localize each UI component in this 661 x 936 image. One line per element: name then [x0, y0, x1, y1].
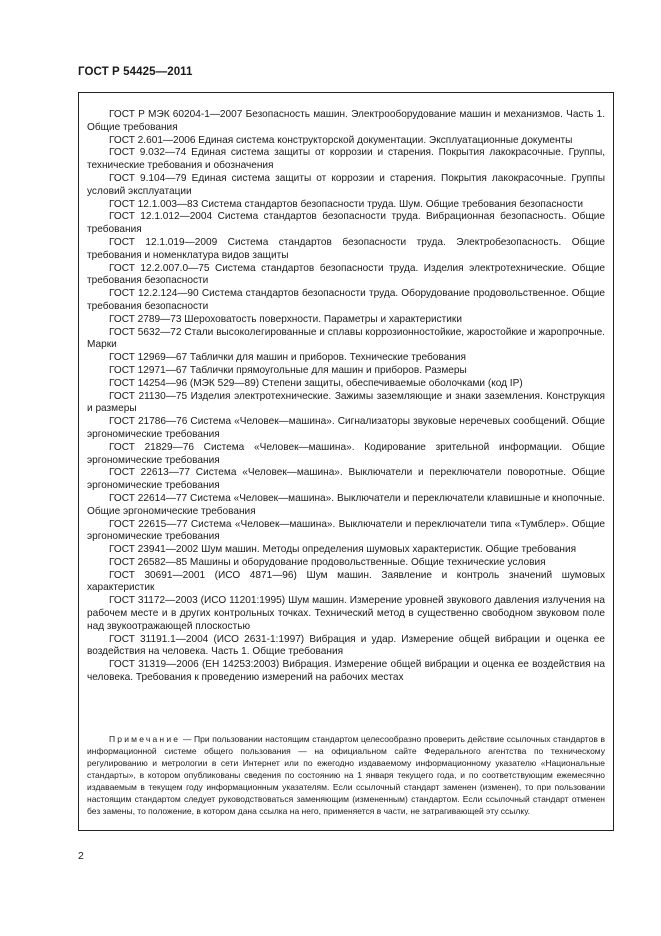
reference-item: ГОСТ 2789—73 Шероховатость поверхности. Параметры и характеристики [109, 313, 462, 325]
note-label: Примечание [109, 734, 181, 744]
reference-item: ГОСТ 12.1.019—2009 Система стандартов безопасности труда. Электробезопасность. Общие требования и номенклатура видов защиты [87, 236, 605, 261]
reference-item: ГОСТ 12.2.124—90 Система стандартов безопасности труда. Оборудование продовольственное. Общие требования безопасности [87, 288, 605, 312]
reference-item: ГОСТ 26582—85 Машины и оборудование продовольственные. Общие технические условия [109, 556, 546, 568]
reference-item: ГОСТ 21786—76 Система «Человек—машина». Сигнализаторы звуковые неречевых сообщений. Общие эргономические требования [87, 416, 605, 440]
reference-item: ГОСТ 12.1.012—2004 Система стандартов безопасности труда. Вибрационная безопасность. Общие требования [87, 211, 605, 236]
reference-item: ГОСТ 21829—76 Система «Человек—машина». Кодирование зрительной информации. Общие эргономические требования [87, 441, 605, 466]
reference-item: ГОСТ 12969—67 Таблички для машин и приборов. Технические требования [109, 352, 466, 364]
reference-item: ГОСТ 31191.1—2004 (ИСО 2631-1:1997) Вибрация и удар. Измерение общей вибрации и оценка ее воздействия на человека. Часть 1. Общие требования [87, 633, 605, 658]
reference-item: ГОСТ 12.2.007.0—75 Система стандартов безопасности труда. Изделия электротехнические. Общие требования безопасности [87, 262, 605, 287]
reference-item: ГОСТ 30691—2001 (ИСО 4871—96) Шум машин. Заявление и контроль значений шумовых характеристик [87, 569, 605, 594]
page-number: 2 [78, 850, 84, 862]
note-text: — При пользовании настоящим стандартом целесообразно проверить действие ссылочных стандартов в информационной системе общего пользования — на официальном сайте Федерального агентства по техническому регулированию и метрологии в сети Интернет или по ежегодно издаваемому информационному указателю «Национальные стандарты», в котором опубликованы сведения по состоянию на 1 января текущего года, и по соответствующим ежемесячно издаваемым в текущем году информационным указателям. Если ссылочный стандарт заменен (изменен), то при пользовании настоящим стандартом следует руководствоваться заменяющим (измененным) стандартом. Если ссылочный стандарт отменен без замены, то положение, в котором дана ссылка на него, применяется в части, не затрагивающей эту ссылку. [87, 734, 605, 816]
reference-item: ГОСТ 23941—2002 Шум машин. Методы определения шумовых характеристик. Общие требования [109, 544, 577, 556]
reference-item: ГОСТ 9.104—79 Единая система защиты от коррозии и старения. Покрытия лакокрасочные. Группы условий эксплуатации [87, 172, 605, 197]
reference-item: ГОСТ Р МЭК 60204-1—2007 Безопасность машин. Электрооборудование машин и механизмов. Часть 1. Общие требования [87, 109, 605, 133]
reference-item: ГОСТ 22613—77 Система «Человек—машина». Выключатели и переключатели поворотные. Общие эргономические требования [87, 467, 605, 492]
reference-item: ГОСТ 9.032—74 Единая система защиты от коррозии и старения. Покрытия лакокрасочные. Группы, технические требования и обозначения [87, 147, 605, 172]
reference-item: ГОСТ 21130—75 Изделия электротехнические. Зажимы заземляющие и знаки заземления. Конструкция и размеры [87, 390, 605, 415]
reference-item: ГОСТ 5632—72 Стали высоколегированные и сплавы коррозионностойкие, жаростойкие и жаропрочные. Марки [87, 326, 605, 351]
reference-item: ГОСТ 31319—2006 (ЕН 14253:2003) Вибрация. Измерение общей вибрации и оценка ее воздействия на человека. Требования к проведению измерений на рабочих местах [87, 659, 605, 684]
reference-item: ГОСТ 14254—96 (МЭК 529—89) Степени защиты, обеспечиваемые оболочками (код IP) [109, 377, 523, 389]
reference-item: ГОСТ 12.1.003—83 Система стандартов безопасности труда. Шум. Общие требования безопасности [109, 198, 584, 210]
reference-item: ГОСТ 31172—2003 (ИСО 11201:1995) Шум машин. Измерение уровней звукового давления излучения на рабочем месте и в других контрольных точках. Технический метод в существенно свободном звуковом поле над звукоотражающей плоскостью [87, 595, 605, 632]
reference-item: ГОСТ 12971—67 Таблички прямоугольные для машин и приборов. Размеры [109, 364, 467, 376]
normative-references-list [87, 109, 605, 685]
note-paragraph [87, 733, 605, 817]
reference-item: ГОСТ 2.601—2006 Единая система конструкторской документации. Эксплуатационные документы [109, 134, 573, 146]
reference-item: ГОСТ 22614—77 Система «Человек—машина». Выключатели и переключатели клавишные и кнопочные. Общие эргономические требования [87, 492, 605, 517]
content-frame [78, 92, 614, 831]
reference-item: ГОСТ 22615—77 Система «Человек—машина». Выключатели и переключатели типа «Тумблер». Общие эргономические требования [87, 518, 605, 543]
document-header: ГОСТ Р 54425—2011 [78, 66, 193, 78]
